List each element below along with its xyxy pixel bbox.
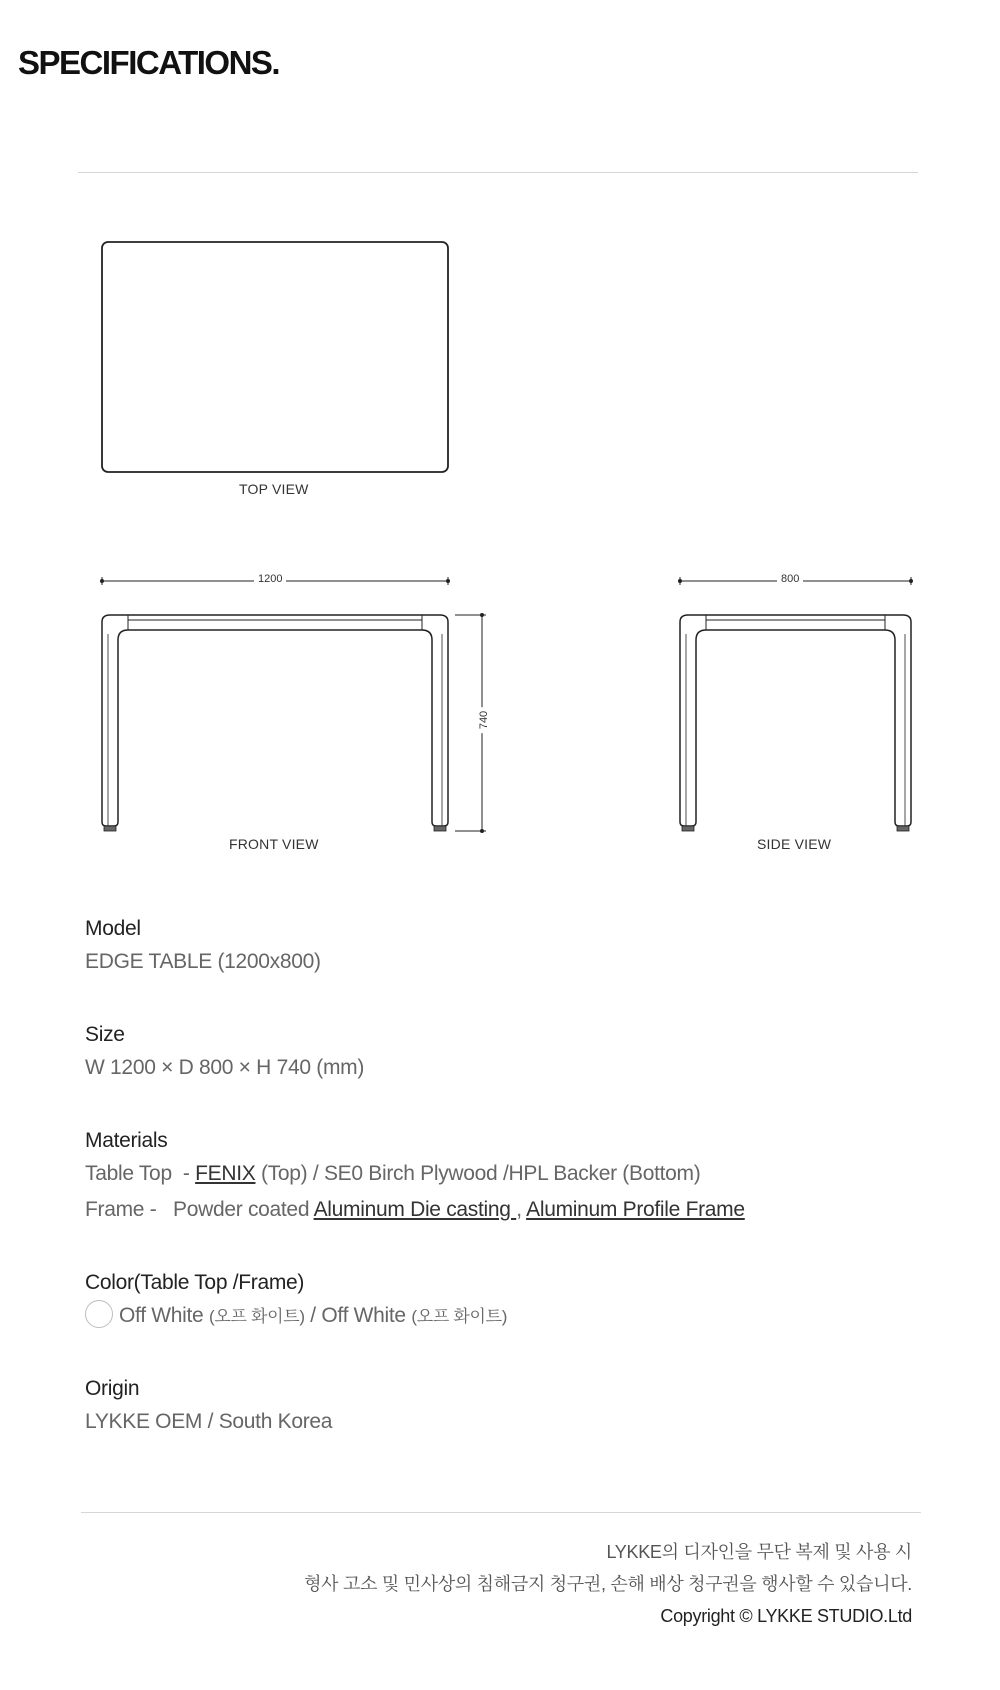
fenix-link[interactable]: FENIX [195, 1162, 256, 1185]
spec-color [85, 1268, 945, 1335]
materials-table-top [85, 1156, 945, 1192]
front-view-label: FRONT VIEW [229, 836, 319, 852]
aluminum-die-casting-link[interactable]: Aluminum Die casting [313, 1198, 517, 1221]
front-view-table [102, 615, 448, 831]
depth-dimension-label: 800 [777, 573, 803, 585]
footer-notice-line1: LYKKE의 디자인을 무단 복제 및 사용 시 [606, 1542, 912, 1562]
spec-model [85, 914, 945, 980]
color-heading: Color(Table Top /Frame) [85, 1271, 305, 1294]
materials-heading: Materials [85, 1129, 168, 1152]
off-white-swatch[interactable] [85, 1300, 113, 1328]
materials-frame [85, 1192, 945, 1228]
frame-separator: , [516, 1198, 527, 1221]
table-top-suffix: (Top) / SE0 Birch Plywood /HPL Backer (Bottom) [255, 1162, 701, 1185]
bottom-divider [81, 1512, 921, 1513]
origin-value: LYKKE OEM / South Korea [85, 1410, 333, 1433]
table-top-prefix: Table Top - [85, 1162, 196, 1185]
footer [304, 1536, 912, 1632]
spec-materials [85, 1126, 945, 1228]
top-view-label: TOP VIEW [239, 481, 309, 497]
model-value: EDGE TABLE (1200x800) [85, 950, 321, 973]
color-value [85, 1298, 945, 1335]
aluminum-profile-frame-link[interactable]: Aluminum Profile Frame [526, 1198, 745, 1221]
spec-size [85, 1020, 945, 1086]
height-dimension-label: 740 [478, 707, 490, 733]
color-name-1: Off White [119, 1304, 204, 1327]
origin-heading: Origin [85, 1377, 140, 1400]
side-view-label: SIDE VIEW [757, 836, 832, 852]
copyright: Copyright © LYKKE STUDIO.Ltd [660, 1606, 912, 1626]
top-view-outline [102, 242, 448, 472]
size-heading: Size [85, 1023, 125, 1046]
color-korean-1: (오프 화이트) [209, 1307, 305, 1326]
frame-prefix: Frame - Powder coated [85, 1198, 314, 1221]
footer-notice-line2: 형사 고소 및 민사상의 침해금지 청구권, 손해 배상 청구권을 행사할 수 있습니다. [304, 1574, 912, 1594]
color-name-2: Off White [321, 1304, 406, 1327]
color-separator: / [304, 1304, 322, 1327]
color-korean-2: (오프 화이트) [411, 1307, 508, 1326]
spec-origin [85, 1374, 945, 1440]
page-title: SPECIFICATIONS. [18, 44, 280, 81]
model-heading: Model [85, 917, 141, 940]
width-dimension-label: 1200 [254, 573, 286, 585]
size-value: W 1200 × D 800 × H 740 (mm) [85, 1056, 365, 1079]
side-view-table [680, 615, 911, 831]
